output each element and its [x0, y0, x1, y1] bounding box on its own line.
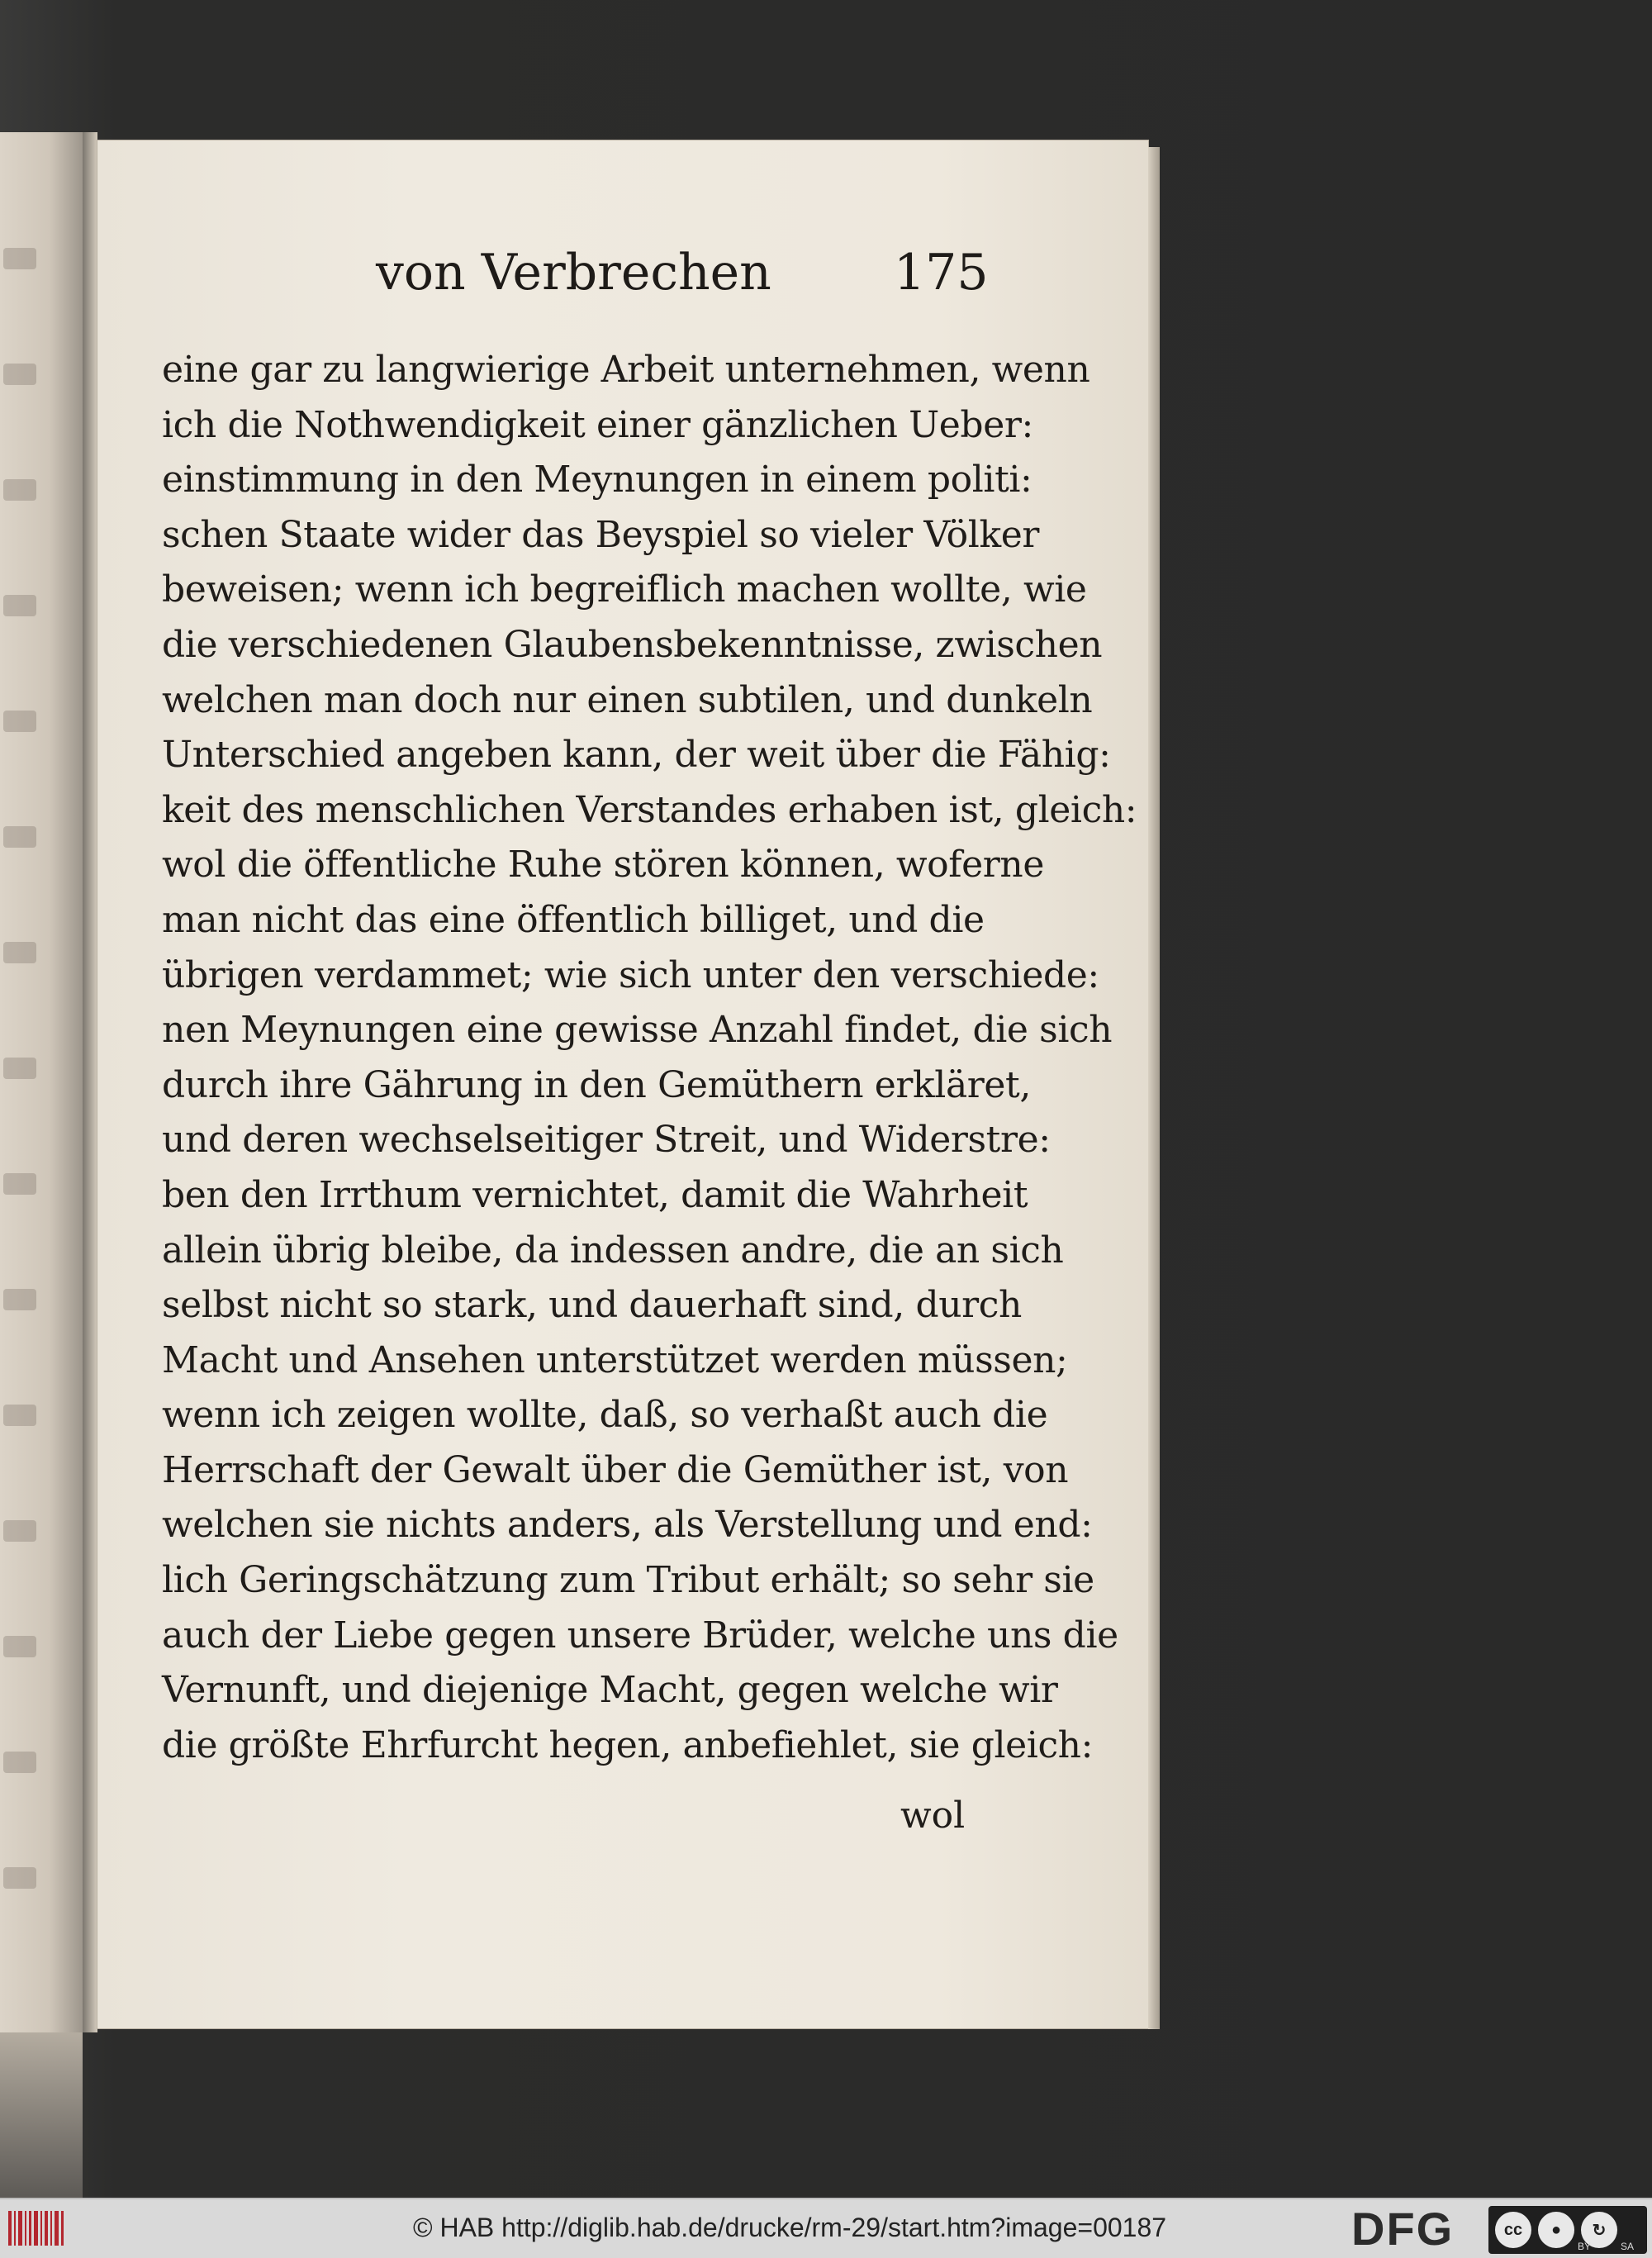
text-line: Macht und Ansehen unterstützet werden müssen; — [162, 1338, 1068, 1381]
facing-page-edge — [0, 132, 83, 2032]
text-line: einstimmung in den Meynungen in einem politi: — [162, 459, 1032, 502]
source-link[interactable]: © HAB http://diglib.hab.de/drucke/rm-29/start.htm?image=00187 — [413, 2213, 1167, 2242]
facing-page-shadow — [0, 2032, 83, 2198]
text-line: keit des menschlichen Verstandes erhaben ist, gleich: — [162, 788, 1137, 831]
catchword: wol — [900, 1795, 966, 1837]
page-fore-edge — [1148, 147, 1160, 2029]
text-line: ich die Nothwendigkeit einer gänzlichen Ueber: — [162, 403, 1033, 446]
by-icon: ● — [1538, 2212, 1574, 2248]
running-title: von Verbrechen — [376, 244, 771, 302]
text-line: wenn ich zeigen wollte, daß, so verhaßt auch die — [162, 1394, 1048, 1437]
text-line: lich Geringschätzung zum Tribut erhält; so sehr sie — [162, 1559, 1094, 1602]
cc-icon: cc — [1495, 2212, 1531, 2248]
text-line: man nicht das eine öffentlich billiget, und die — [162, 898, 985, 941]
license-sa-label: SA — [1621, 2241, 1635, 2252]
text-line: Unterschied angeben kann, der weit über die Fähig: — [162, 734, 1111, 777]
text-line: ben den Irrthum vernichtet, damit die Wahrheit — [162, 1173, 1028, 1216]
text-line: selbst nicht so stark, und dauerhaft sind, durch — [162, 1284, 1022, 1327]
text-line: welchen sie nichts anders, als Verstellung und end: — [162, 1504, 1093, 1547]
text-line: allein übrig bleibe, da indessen andre, die an sich — [162, 1229, 1064, 1272]
text-line: beweisen; wenn ich begreiflich machen wollte, wie — [162, 568, 1087, 611]
text-line: die größte Ehrfurcht hegen, anbefiehlet, sie gleich: — [162, 1723, 1094, 1766]
text-line: welchen man doch nur einen subtilen, und dunkeln — [162, 678, 1093, 721]
body-text — [162, 343, 1137, 1773]
license-by-label: BY — [1578, 2241, 1592, 2252]
license-badge[interactable] — [1488, 2206, 1647, 2254]
text-line: auch der Liebe gegen unsere Brüder, welche uns die — [162, 1614, 1118, 1657]
barcode-icon — [7, 2208, 68, 2249]
text-line: wol die öffentliche Ruhe stören können, woferne — [162, 844, 1044, 887]
text-line: die verschiedenen Glaubensbekenntnisse, zwischen — [162, 623, 1103, 666]
dfg-logo: DFG — [1351, 2203, 1455, 2255]
book-gutter — [83, 132, 97, 2032]
text-line: und deren wechselseitiger Streit, und Widerstre: — [162, 1119, 1051, 1162]
text-line: Herrschaft der Gewalt über die Gemüther ist, von — [162, 1448, 1069, 1491]
viewer-footer — [0, 2198, 1652, 2258]
text-line: eine gar zu langwierige Arbeit unternehmen, wenn — [162, 349, 1090, 391]
text-line: Vernunft, und diejenige Macht, gegen welche wir — [162, 1669, 1058, 1712]
text-line: schen Staate wider das Beyspiel so vieler Völker — [162, 513, 1039, 556]
text-line: übrigen verdammet; wie sich unter den verschiede: — [162, 953, 1099, 996]
text-line: nen Meynungen eine gewisse Anzahl findet, die sich — [162, 1009, 1113, 1052]
sa-icon: ↻ — [1581, 2212, 1617, 2248]
text-line: durch ihre Gährung in den Gemüthern erkläret, — [162, 1063, 1031, 1106]
page-number: 175 — [894, 244, 989, 302]
